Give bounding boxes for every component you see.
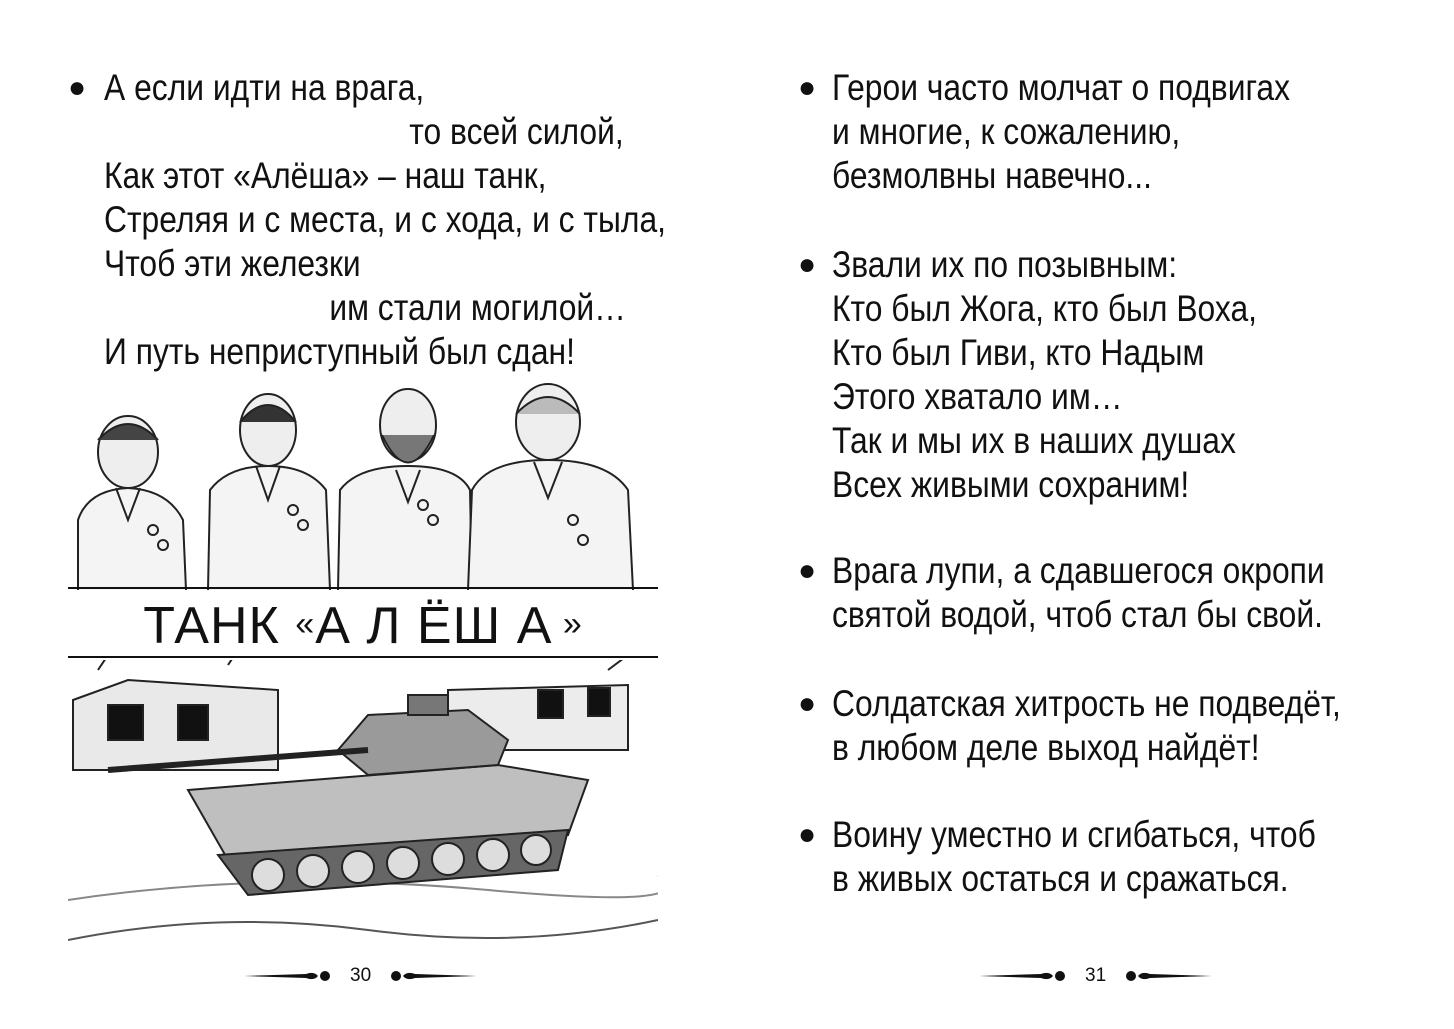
verse-line: Кто был Гиви, кто Надым: [832, 332, 1205, 373]
verse-line: в любом деле выход найдёт!: [832, 727, 1260, 768]
ornament-left-icon: [979, 969, 1067, 983]
stanza-5: [832, 813, 1316, 901]
title-name: А Л ЁШ А: [315, 597, 553, 655]
verse-line: Герои часто молчат о подвигах: [832, 67, 1291, 108]
tank-title: [68, 596, 658, 656]
verse-line: Звали их по позывным:: [832, 244, 1178, 285]
stanza-3: [832, 549, 1325, 637]
verse-line: святой водой, чтоб стал бы свой.: [832, 594, 1323, 635]
verse-line: Солдатская хитрость не подведёт,: [832, 683, 1341, 724]
bullet: ●: [798, 554, 817, 587]
page-number: 30: [350, 965, 372, 986]
bullet: ●: [798, 687, 817, 720]
verse-line: им стали могилой…: [329, 287, 626, 328]
verse-line: Чтоб эти железки: [104, 243, 361, 284]
verse-line: и многие, к сожалению,: [832, 111, 1181, 152]
stanza-4: [832, 682, 1341, 770]
verse-line: Кто был Жога, кто был Воха,: [832, 288, 1257, 329]
stanza-1: [832, 66, 1290, 198]
ornament-left-icon: [244, 969, 332, 983]
verse-line: Воину уместно и сгибаться, чтоб: [832, 814, 1316, 855]
title-open-quote: «: [295, 605, 316, 643]
bullet: ●: [68, 71, 87, 104]
bullet: ●: [798, 71, 817, 104]
page-footer: [979, 962, 1212, 990]
page-number: 31: [1085, 965, 1107, 986]
verse-line: И путь неприступный был сдан!: [104, 331, 575, 372]
stanza-2: [832, 243, 1257, 507]
verse-line: то всей силой,: [409, 111, 624, 152]
tank-illustration: [68, 660, 658, 945]
ornament-right-icon: [389, 969, 477, 983]
verse-line: Как этот «Алёша» – наш танк,: [104, 155, 547, 196]
verse-line: Всех живыми сохраним!: [832, 464, 1190, 505]
verse-line: Врага лупи, а сдавшегося окропи: [832, 550, 1325, 591]
verse-line: Стреляя и с места, и с хода, и с тыла,: [104, 199, 666, 240]
verse-line: безмолвны навечно...: [832, 155, 1152, 196]
title-rule-bottom: [68, 656, 658, 658]
title-rule-top: [68, 587, 658, 589]
bullet: ●: [798, 248, 817, 281]
bullet: ●: [798, 818, 817, 851]
verse-line: в живых остаться и сражаться.: [832, 858, 1289, 899]
ornament-right-icon: [1124, 969, 1212, 983]
page-footer: [244, 962, 477, 990]
right-page: [727, 0, 1454, 1029]
soldiers-illustration: [68, 380, 658, 590]
title-close-quote: »: [552, 605, 583, 643]
verse-line: А если идти на врага,: [104, 67, 425, 108]
verse-line: Так и мы их в наших душах: [832, 420, 1236, 461]
verse-line: Этого хватало им…: [832, 376, 1123, 417]
title-main: ТАНК: [143, 597, 296, 655]
stanza: [104, 66, 666, 374]
